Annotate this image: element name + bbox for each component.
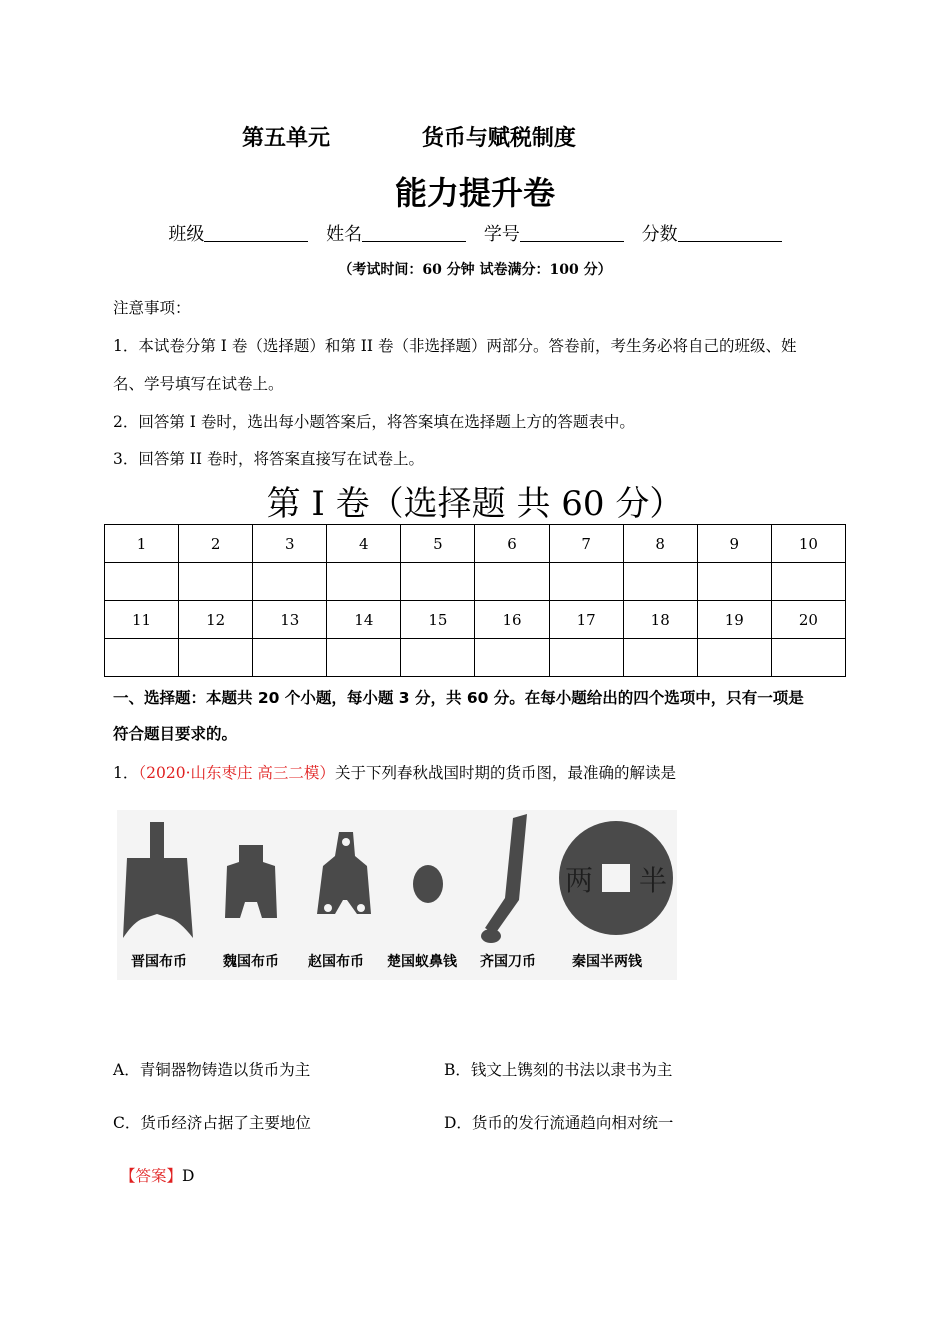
option-a[interactable]: A．青铜器物铸造以货币为主	[113, 1061, 311, 1079]
section-instructions: 一、选择题：本题共 20 个小题，每小题 3 分，共 60 分。在每小题给出的四个选项中，只有一项是	[113, 689, 804, 707]
answer-cell[interactable]	[697, 563, 771, 601]
answer-cell[interactable]	[105, 563, 179, 601]
volume-title: 第 I 卷（选择题 共 60 分）	[266, 484, 684, 524]
option-b[interactable]: B．钱文上镌刻的书法以隶书为主	[444, 1061, 673, 1079]
qin-banliang-coin-image	[559, 821, 673, 935]
answer-grid-blank-row	[105, 563, 846, 601]
exam-time: （考试时间：60 分钟 试卷满分：100 分）	[338, 262, 612, 278]
answer-tag: 【答案】	[120, 1167, 183, 1185]
question-number-cell: 10	[771, 525, 845, 563]
answer-grid	[104, 524, 846, 677]
answer-line	[120, 1164, 194, 1186]
answer-cell[interactable]	[253, 563, 327, 601]
answer-cell[interactable]	[475, 639, 549, 677]
student-info-line	[0, 220, 950, 246]
question-number-cell: 14	[327, 601, 401, 639]
answer-cell[interactable]	[771, 563, 845, 601]
question-number-cell: 2	[179, 525, 253, 563]
coin-label: 齐国刀币	[480, 954, 536, 970]
section-instructions: 符合题目要求的。	[113, 725, 238, 743]
question-number-cell: 1	[105, 525, 179, 563]
question-number-cell: 7	[549, 525, 623, 563]
question-number-cell: 6	[475, 525, 549, 563]
question-number-cell: 18	[623, 601, 697, 639]
answer-cell[interactable]	[401, 563, 475, 601]
answer-cell[interactable]	[105, 639, 179, 677]
coin-label: 赵国布币	[308, 954, 364, 970]
answer-cell[interactable]	[179, 563, 253, 601]
answer-cell[interactable]	[253, 639, 327, 677]
question-number-cell: 12	[179, 601, 253, 639]
question-number-cell: 9	[697, 525, 771, 563]
question-number-cell: 5	[401, 525, 475, 563]
question-text: 关于下列春秋战国时期的货币图，最准确的解读是	[334, 764, 676, 782]
note-item: 2．回答第 I 卷时，选出每小题答案后，将答案填在选择题上方的答题表中。	[113, 413, 635, 431]
coin-inscription: 两	[564, 864, 594, 897]
coin-label: 楚国蚁鼻钱	[387, 954, 457, 970]
question-number-cell: 15	[401, 601, 475, 639]
answer-cell[interactable]	[623, 563, 697, 601]
answer-grid-header-row	[105, 525, 846, 563]
answer-cell[interactable]	[401, 639, 475, 677]
notes-title: 注意事项：	[113, 299, 191, 317]
unit-title: 第五单元 货币与赋税制度	[242, 126, 576, 151]
question-1-stem	[113, 761, 676, 783]
question-number-cell: 3	[253, 525, 327, 563]
coin-label: 魏国布币	[223, 954, 279, 970]
answer-cell[interactable]	[623, 639, 697, 677]
note-item: 3．回答第 II 卷时，将答案直接写在试卷上。	[113, 450, 424, 468]
answer-cell[interactable]	[771, 639, 845, 677]
answer-value: D	[182, 1167, 195, 1185]
paper-title: 能力提升卷	[394, 174, 555, 212]
answer-cell[interactable]	[475, 563, 549, 601]
answer-grid-blank-row	[105, 639, 846, 677]
question-number-cell: 20	[771, 601, 845, 639]
score-field: 分数	[642, 224, 782, 245]
question-number-cell: 8	[623, 525, 697, 563]
chu-ant-nose-coin-image	[413, 865, 443, 903]
option-c[interactable]: C．货币经济占据了主要地位	[113, 1114, 311, 1132]
question-number-cell: 11	[105, 601, 179, 639]
question-number-cell: 13	[253, 601, 327, 639]
question-number-cell: 4	[327, 525, 401, 563]
note-item: 名、学号填写在试卷上。	[113, 375, 284, 393]
question-number-cell: 19	[697, 601, 771, 639]
answer-cell[interactable]	[179, 639, 253, 677]
answer-cell[interactable]	[549, 639, 623, 677]
question-number-cell: 16	[475, 601, 549, 639]
coin-label: 晋国布币	[131, 954, 187, 970]
answer-cell[interactable]	[327, 639, 401, 677]
answer-cell[interactable]	[697, 639, 771, 677]
name-field: 姓名	[326, 224, 466, 245]
note-item: 1．本试卷分第 I 卷（选择题）和第 II 卷（非选择题）两部分。答卷前，考生务必将自己的班级、姓	[113, 337, 797, 355]
answer-cell[interactable]	[327, 563, 401, 601]
answer-cell[interactable]	[549, 563, 623, 601]
answer-grid-header-row	[105, 601, 846, 639]
coin-inscription: 半	[638, 864, 668, 897]
option-d[interactable]: D．货币的发行流通趋向相对统一	[444, 1114, 674, 1132]
coin-label: 秦国半两钱	[572, 954, 642, 970]
question-source: （2020·山东枣庄 高三二模）	[138, 764, 335, 782]
student-id-field: 学号	[484, 224, 624, 245]
question-number: 1．	[113, 764, 139, 782]
question-number-cell: 17	[549, 601, 623, 639]
class-field: 班级	[168, 224, 308, 245]
